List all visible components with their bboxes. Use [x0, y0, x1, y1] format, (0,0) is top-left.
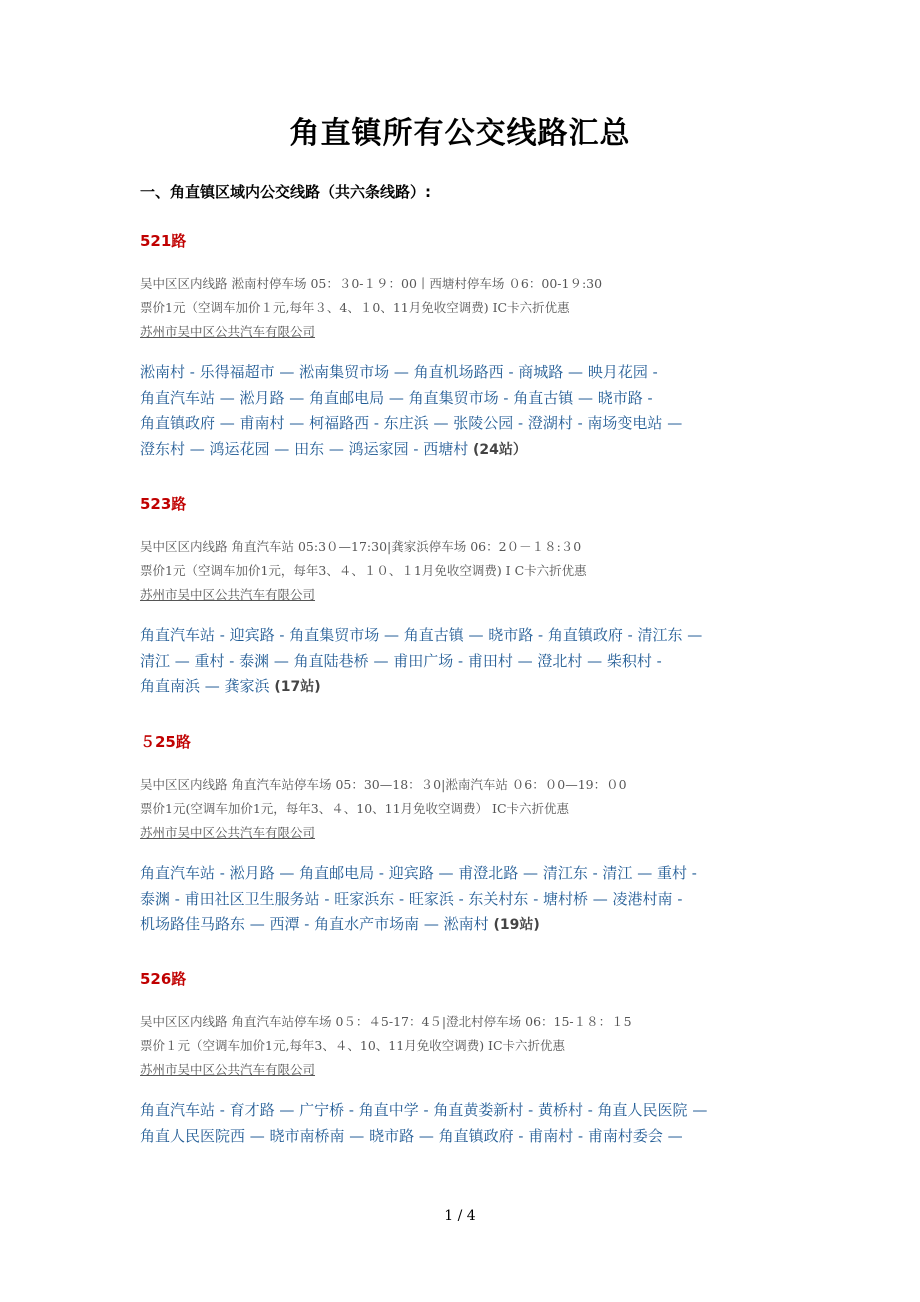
route-title: 526路 [140, 970, 187, 988]
route-block-526 [140, 968, 790, 1149]
route-fare: 票价1元（空调车加价1元，每年3、４、１０、１1月免收空调费) I C卡六折优惠 [140, 563, 587, 578]
stop-line: 角直人民医院西 — 晓市南桥南 — 晓市路 — 角直镇政府 - 甫南村 - 甫南村委会 — [140, 1126, 683, 1145]
stop-count: (17站) [274, 679, 321, 695]
stop-line-text: 机场路佳马路东 — 西潭 - 角直水产市场南 — 淞南村 [140, 915, 494, 933]
route-company-link[interactable]: 苏州市吴中区公共汽车有限公司 [140, 324, 316, 339]
stop-line-last [140, 437, 790, 464]
document-title: 角直镇所有公交线路汇总 [289, 116, 631, 151]
route-title: 523路 [140, 495, 187, 513]
route-fare: 票价１元（空调车加价1元,每年3、４、10、11月免收空调费) IC卡六折优惠 [140, 1038, 566, 1053]
stop-count: (24站） [472, 441, 527, 458]
route-stops [140, 360, 790, 463]
stop-line-last [140, 674, 790, 701]
route-stops [140, 861, 790, 939]
page-number: 1 / 4 [444, 1208, 476, 1224]
stop-line-text: 角直南浜 — 龚家浜 [140, 677, 275, 695]
stop-line: 清江 — 重村 - 泰渊 — 角直陆巷桥 — 甫田广场 - 甫田村 — 澄北村 — 柴积村 - [140, 651, 662, 670]
route-block-521 [140, 230, 790, 463]
section-heading: 一、角直镇区域内公交线路（共六条线路）: [140, 183, 432, 201]
route-block-523 [140, 493, 790, 701]
route-stops [140, 1098, 790, 1149]
route-title: 521路 [140, 232, 187, 250]
route-schedule: 吴中区区内线路 角直汽车站停车场 0５：４5-17：4５|澄北村停车场 06：15-１８：１5 [140, 1014, 632, 1029]
route-company-link[interactable]: 苏州市吴中区公共汽车有限公司 [140, 1062, 316, 1077]
route-company-link[interactable]: 苏州市吴中区公共汽车有限公司 [140, 825, 316, 840]
stop-line: 角直汽车站 - 迎宾路 - 角直集贸市场 — 角直古镇 — 晓市路 - 角直镇政府 - 清江东 — [140, 626, 703, 644]
route-title: ５25路 [140, 733, 191, 751]
route-schedule: 吴中区区内线路 角直汽车站停车场 05：30—18：３0|淞南汽车站 ０6：０0—19：０0 [140, 777, 627, 792]
route-company-link[interactable]: 苏州市吴中区公共汽车有限公司 [140, 587, 316, 602]
route-block-525 [140, 731, 790, 939]
stop-line: 泰渊 - 甫田社区卫生服务站 - 旺家浜东 - 旺家浜 - 东关村东 - 塘村桥 — 凌港村南 - [140, 889, 683, 908]
route-fare: 票价1元(空调车加价1元，每年3、４、10、11月免收空调费） IC卡六折优惠 [140, 801, 570, 816]
route-schedule: 吴中区区内线路 角直汽车站 05:3０—17:30|龚家浜停车场 06：2０－１８:３0 [140, 539, 582, 554]
route-schedule: 吴中区区内线路 淞南村停车场 05：３0-１９：00丨西塘村停车场 ０6：00-1９:30 [140, 276, 603, 291]
stop-line: 淞南村 - 乐得福超市 — 淞南集贸市场 — 角直机场路西 - 商城路 — 映月花园 - [140, 363, 658, 381]
stop-line: 角直汽车站 - 淞月路 — 角直邮电局 - 迎宾路 — 甫澄北路 — 清江东 - 清江 — 重村 - [140, 864, 697, 882]
stop-line: 角直汽车站 - 育才路 — 广宁桥 - 角直中学 - 角直黄娄新村 - 黄桥村 - 角直人民医院 — [140, 1101, 708, 1119]
route-fare: 票价1元（空调车加价１元,每年３、4、１0、11月免收空调费) IC卡六折优惠 [140, 300, 570, 315]
stop-line: 角直镇政府 — 甫南村 — 柯福路西 - 东庄浜 — 张陵公园 - 澄湖村 - 南场变电站 — [140, 414, 683, 432]
stop-line: 角直汽车站 — 淞月路 — 角直邮电局 — 角直集贸市场 - 角直古镇 — 晓市路 - [140, 388, 653, 407]
route-stops [140, 623, 790, 701]
stop-line-text: 澄东村 — 鸿运花园 — 田东 — 鸿运家园 - 西塘村 [140, 439, 473, 458]
stop-count: (19站) [493, 917, 540, 933]
stop-line-last [140, 912, 790, 939]
